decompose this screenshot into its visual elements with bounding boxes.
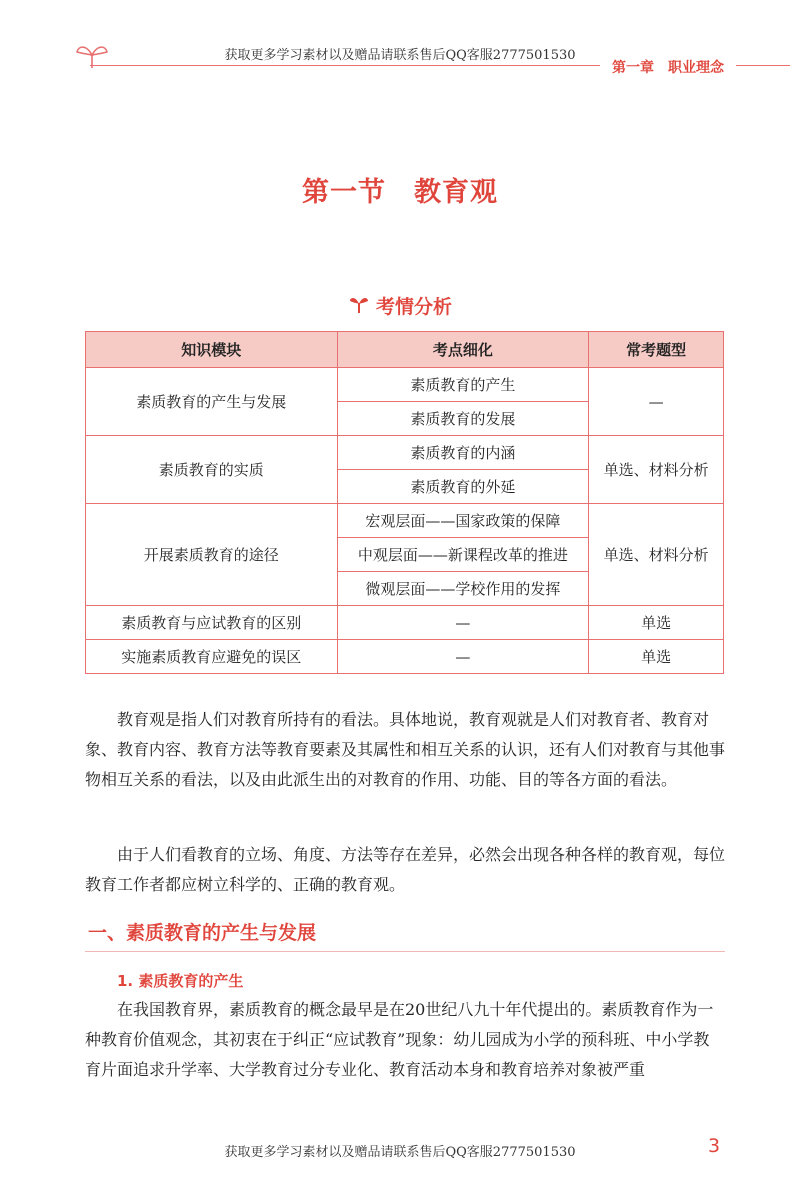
body-paragraph: 由于人们看教育的立场、角度、方法等存在差异，必然会出现各种各样的教育观，每位教育工作者都应树立科学的、正确的教育观。 bbox=[85, 845, 726, 894]
chapter-label: 第一章 职业理念 bbox=[612, 60, 724, 76]
sprout-icon bbox=[348, 294, 370, 314]
point-cell: 宏观层面——国家政策的保障 bbox=[337, 504, 589, 538]
header-promo-text: 获取更多学习素材以及赠品请联系售后QQ客服2777501530 bbox=[224, 48, 576, 63]
module-cell: 素质教育的产生与发展 bbox=[86, 368, 338, 436]
table-row bbox=[86, 504, 724, 538]
analysis-title-text: 考情分析 bbox=[376, 296, 453, 318]
table-row bbox=[86, 606, 724, 640]
type-cell: 单选、材料分析 bbox=[589, 504, 724, 606]
section-title: 第一节 教育观 bbox=[302, 177, 498, 208]
point-cell: 素质教育的外延 bbox=[337, 470, 589, 504]
module-cell: 实施素质教育应避免的误区 bbox=[86, 640, 338, 674]
header-divider-right bbox=[736, 65, 790, 66]
module-cell: 素质教育与应试教育的区别 bbox=[86, 606, 338, 640]
heading-underline bbox=[85, 951, 725, 952]
header-divider bbox=[90, 65, 600, 66]
point-cell: 素质教育的产生 bbox=[337, 368, 589, 402]
type-cell: — bbox=[589, 368, 724, 436]
body-paragraph: 教育观是指人们对教育所持有的看法。具体地说，教育观就是人们对教育者、教育对象、教育内容、教育方法等教育要素及其属性和相互关系的认识，还有人们对教育与其他事物相互关系的看法，以及由此派生出的对教育的作用、功能、目的等各方面的看法。 bbox=[85, 710, 726, 789]
table-header-cell: 考点细化 bbox=[337, 332, 589, 368]
type-cell: 单选、材料分析 bbox=[589, 436, 724, 504]
module-cell: 开展素质教育的途径 bbox=[86, 504, 338, 606]
table-row bbox=[86, 640, 724, 674]
analysis-title bbox=[348, 292, 452, 319]
table-row bbox=[86, 436, 724, 470]
type-cell: 单选 bbox=[589, 640, 724, 674]
exam-analysis-table bbox=[85, 331, 724, 674]
point-cell: 素质教育的内涵 bbox=[337, 436, 589, 470]
heading-2: 1. 素质教育的产生 bbox=[117, 972, 244, 990]
table-header-cell: 知识模块 bbox=[86, 332, 338, 368]
point-cell: — bbox=[337, 640, 589, 674]
type-cell: 单选 bbox=[589, 606, 724, 640]
table-header-cell: 常考题型 bbox=[589, 332, 724, 368]
module-cell: 素质教育的实质 bbox=[86, 436, 338, 504]
footer-promo-text: 获取更多学习素材以及赠品请联系售后QQ客服2777501530 bbox=[224, 1145, 576, 1160]
point-cell: 素质教育的发展 bbox=[337, 402, 589, 436]
point-cell: — bbox=[337, 606, 589, 640]
table-row bbox=[86, 368, 724, 402]
point-cell: 中观层面——新课程改革的推进 bbox=[337, 538, 589, 572]
body-paragraph: 在我国教育界，素质教育的概念最早是在20世纪八九十年代提出的。素质教育作为一种教育价值观念，其初衷在于纠正“应试教育”现象：幼儿园成为小学的预科班、中小学教育片面追求升学率、大学教育过分专业化、教育活动本身和教育培养对象被严重 bbox=[85, 1000, 714, 1079]
point-cell: 微观层面——学校作用的发挥 bbox=[337, 572, 589, 606]
page-number: 3 bbox=[708, 1135, 721, 1157]
heading-1: 一、素质教育的产生与发展 bbox=[88, 922, 317, 944]
table-header-row bbox=[86, 332, 724, 368]
